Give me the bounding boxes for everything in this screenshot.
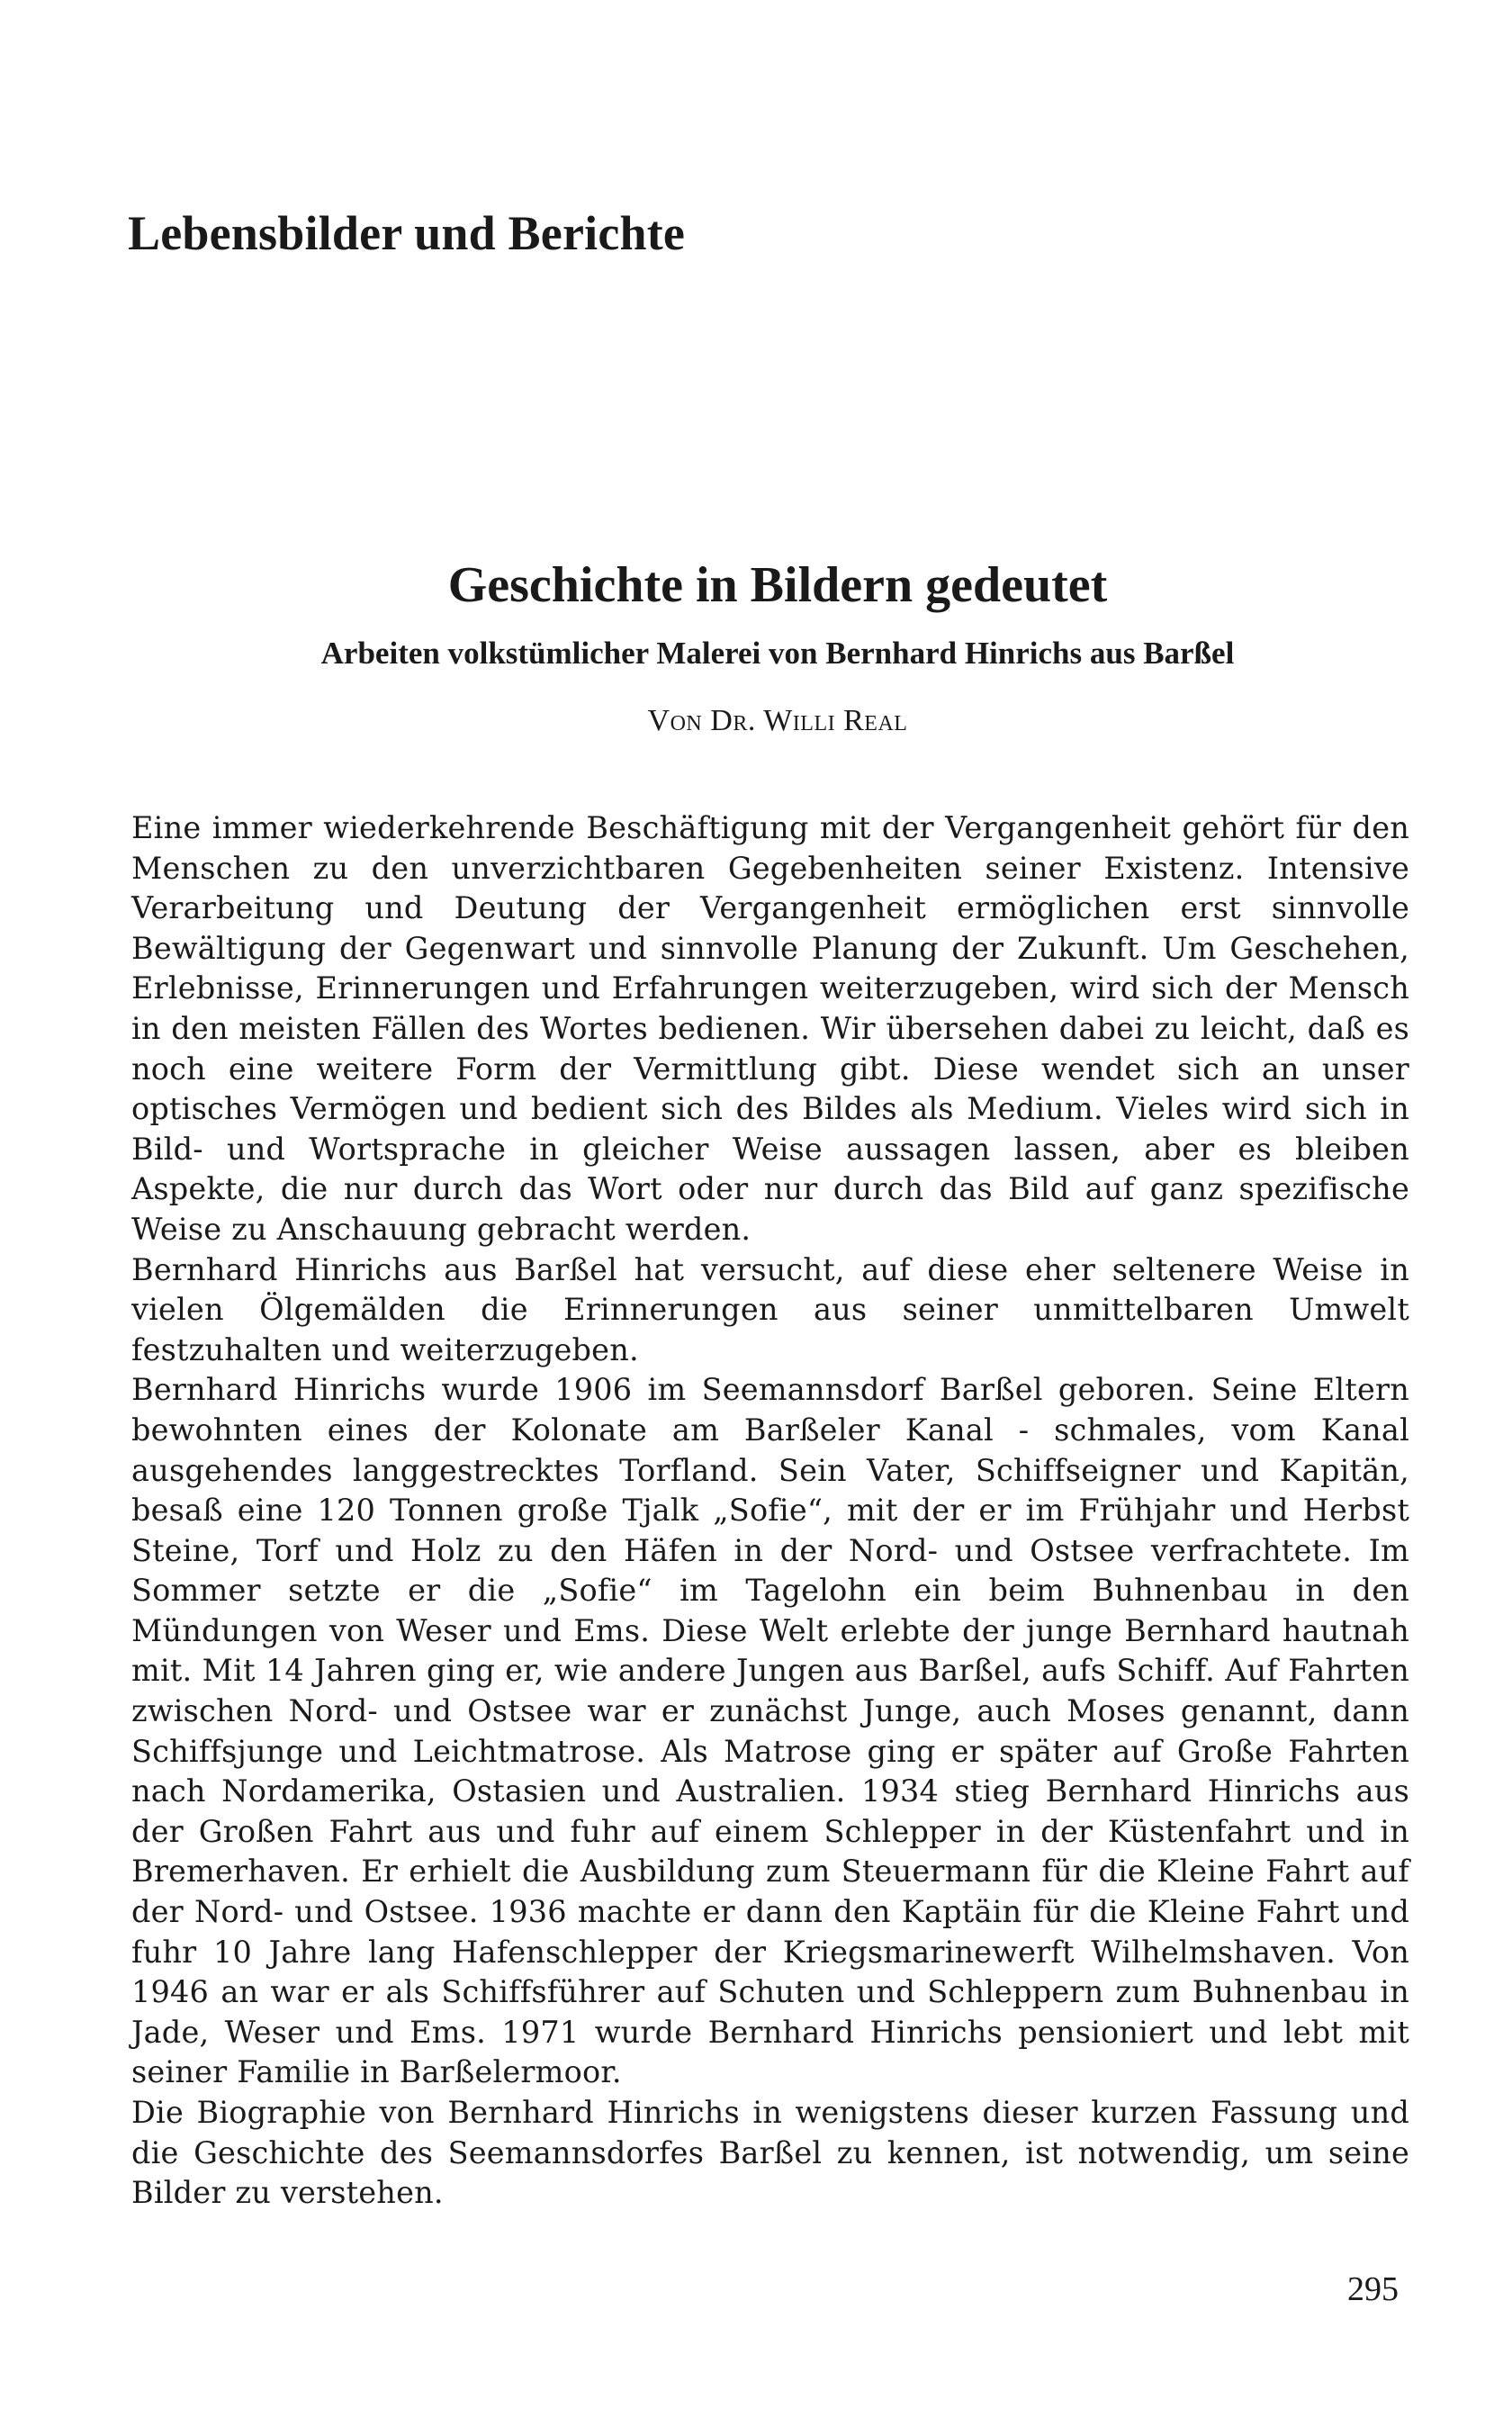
section-heading: Lebensbilder und Berichte: [128, 206, 686, 260]
article-title: Geschichte in Bildern gedeutet: [447, 557, 1108, 613]
page-number: 295: [1347, 2270, 1399, 2308]
paragraph-conclusion: Die Biographie von Bernhard Hinrichs in wenigstens dieser kurzen Fassung und die Geschichte des Seemannsdorfes Barßel zu kennen, ist notwendig, um seine Bilder zu verstehen.: [131, 2095, 1409, 2211]
paragraph-hinrichs-intro: Bernhard Hinrichs aus Barßel hat versucht, auf diese eher seltenere Weise in vielen Ölgemälden die Erinnerungen aus seiner unmittelbaren Umwelt festzuhalten und weiterzugeben.: [131, 1251, 1409, 1367]
paragraph-biography: Bernhard Hinrichs wurde 1906 im Seemannsdorf Barßel geboren. Seine Eltern bewohnten eines der Kolonate am Barßeler Kanal - schmales, vom Kanal ausgehendes langgestrecktes Torfland. Sein Vater, Schiffseigner und Kapitän, besaß eine 120 Tonnen große Tjalk „Sofie“, mit der er im Frühjahr und Herbst Steine, Torf und Holz zu den Häfen in der Nord- und Ostsee verfrachtete. Im Sommer setzte er die „Sofie“ im Tagelohn ein beim Buhnenbau in den Mündungen von Weser und Ems. Diese Welt erlebte der junge Bernhard hautnah mit. Mit 14 Jahren ging er, wie andere Jungen aus Barßel, aufs Schiff. Auf Fahrten zwischen Nord- und Ostsee war er zunächst Junge, auch Moses genannt, dann Schiffsjunge und Leichtmatrose. Als Matrose ging er später auf Große Fahrten nach Nordamerika, Ostasien und Australien. 1934 stieg Bernhard Hinrichs aus der Großen Fahrt aus und fuhr auf einem Schlepper in der Küstenfahrt und in Bremerhaven. Er erhielt die Ausbildung zum Steuermann für die Kleine Fahrt auf der Nord- und Ostsee. 1936 machte er dann den Kaptäin für die Kleine Fahrt und fuhr 10 Jahre lang Hafenschlepper der Kriegsmarinewerft Wilhelmshaven. Von 1946 an war er als Schiffsführer auf Schuten und Schleppern zum Buhnenbau in Jade, Weser und Ems. 1971 wurde Bernhard Hinrichs pensioniert und lebt mit seiner Familie in Barßelermoor.: [131, 1372, 1409, 2090]
article-subtitle: Arbeiten volkstümlicher Malerei von Bernhard Hinrichs aus Barßel: [320, 636, 1235, 671]
author-byline: Von Dr. Willi Real: [647, 704, 908, 737]
paragraph-intro: Eine immer wiederkehrende Beschäftigung mit der Vergangenheit gehört für den Menschen zu den unverzichtbaren Gegebenheiten seiner Existenz. Intensive Verarbeitung und Deutung der Vergangenheit ermöglichen erst sinnvolle Bewältigung der Gegenwart und sinnvolle Planung der Zukunft. Um Geschehen, Erlebnisse, Erinnerungen und Erfahrungen weiterzugeben, wird sich der Mensch in den meisten Fällen des Wortes bedienen. Wir übersehen dabei zu leicht, daß es noch eine weitere Form der Vermittlung gibt. Diese wendet sich an unser optisches Vermögen und bedient sich des Bildes als Medium. Vieles wird sich in Bild- und Wortsprache in gleicher Weise aussagen lassen, aber es bleiben Aspekte, die nur durch das Wort oder nur durch das Bild auf ganz spezifische Weise zu Anschauung gebracht werden.: [131, 810, 1409, 1247]
article-body: [131, 808, 1409, 2214]
